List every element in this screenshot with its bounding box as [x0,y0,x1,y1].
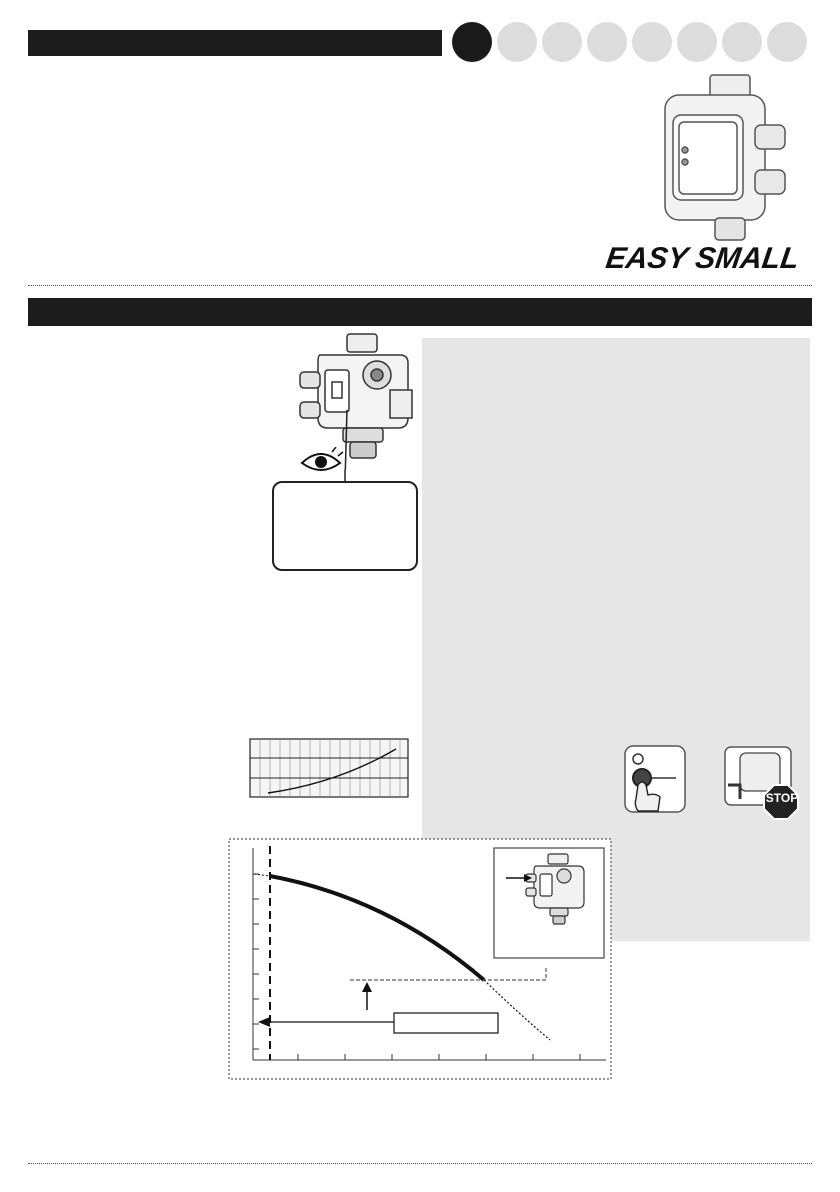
brand-logo: EASY SMALL [603,242,802,275]
header-divider [28,285,812,286]
small-curve-graph [238,733,413,803]
hand-press-button-icon [624,745,686,813]
device-stop-icon [722,745,804,825]
section-title-bar [28,298,812,326]
step-dot-4 [587,22,627,62]
callout-leader [330,470,360,484]
step-dot-3 [542,22,582,62]
product-illustration [655,70,795,250]
header-title-bar [28,30,442,56]
step-dot-8 [767,22,807,62]
footer-divider [28,1163,812,1164]
callout-box [272,481,418,571]
pump-curve-chart [228,838,612,1081]
step-dot-5 [632,22,672,62]
step-dot-7 [722,22,762,62]
step-dot-2 [497,22,537,62]
step-dot-6 [677,22,717,62]
stop-sign-label: STOP [765,791,799,805]
step-dot-1 [452,22,492,62]
